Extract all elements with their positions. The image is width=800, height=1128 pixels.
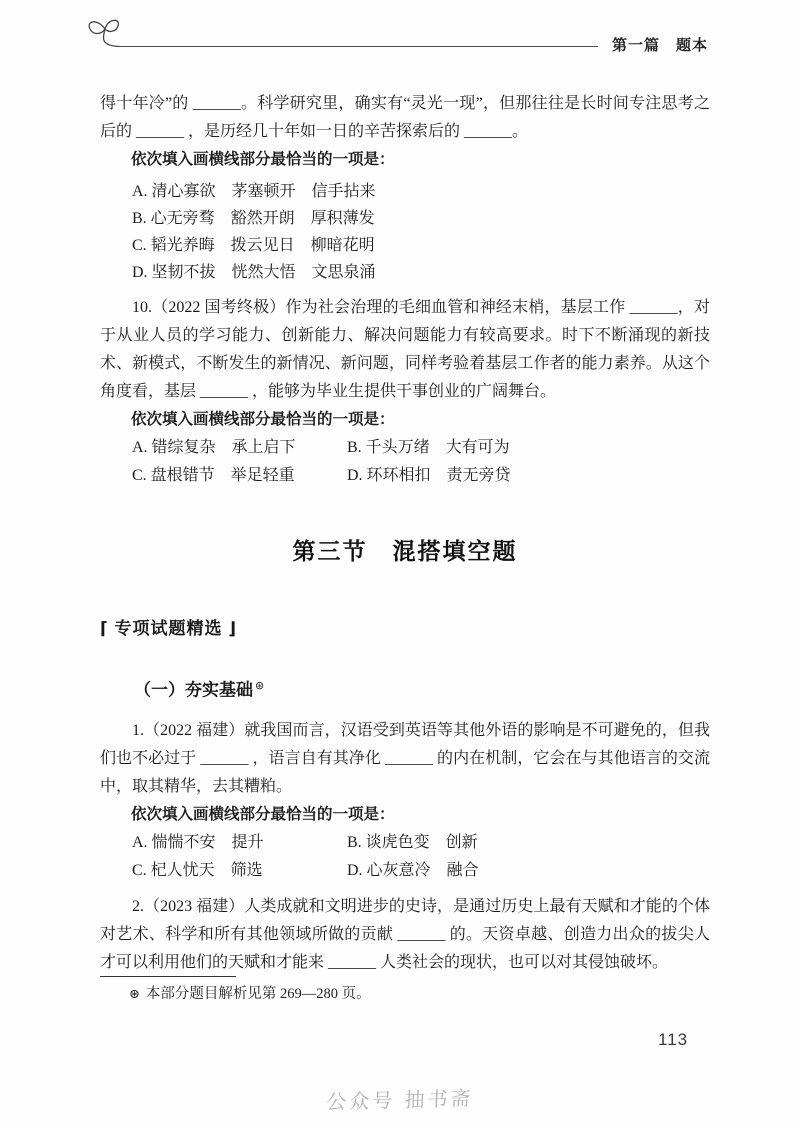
footnote-text bbox=[100, 983, 620, 1005]
question-10-option-d: D. 环环相扣 责无旁贷 bbox=[347, 467, 511, 484]
footnote bbox=[100, 976, 620, 1005]
header-breadcrumb: 第一篇 题本 bbox=[611, 37, 708, 54]
footnote-ref-icon: ⊛ bbox=[255, 680, 265, 692]
subsection-title bbox=[134, 674, 710, 703]
question-1-stem: 1.（2022 福建）就我国而言，汉语受到英语等其他外语的影响是不可避免的，但我们也不必过于 ______ ，语言自有其净化 ______ 的内在机制，它会在与其他语言的交流中，取其精华，去其糟粕。 bbox=[100, 721, 710, 795]
question-10-stem: 10.（2022 国考终极）作为社会治理的毛细血管和神经末梢，基层工作 ______，对于从业人员的学习能力、创新能力、解决问题能力有较高要求。时下不断涌现的新技术、新模式，不断发生的新情况、新问题，同样考验着基层工作者的能力素养。从这个角度看，基层 ______ ，能够为毕业生提供干事创业的广阔舞台。 bbox=[100, 299, 710, 400]
sprout-icon bbox=[85, 16, 119, 52]
question-10-options bbox=[132, 434, 710, 490]
question-9-option-a: A. 清心寡欲 茅塞顿开 信手拈来 bbox=[132, 183, 376, 200]
question-10-option-c: C. 盘根错节 举足轻重 bbox=[132, 467, 295, 484]
footnote-label: 本部分题目解析见第 269—280 页。 bbox=[145, 986, 371, 1002]
question-2-stem: 2.（2023 福建）人类成就和文明进步的史诗，是通过历史上最有天赋和才能的个体对艺术、科学和所有其他领域所做的贡献 ______ 的。天资卓越、创造力出众的拔尖人才可以利用他们的天赋和才能来 ______ 人类社会的现状，也可以对其侵蚀破坏。 bbox=[100, 897, 710, 971]
question-1-option-d: D. 心灰意冷 融合 bbox=[347, 861, 479, 879]
watermark: 公众号 抽书斋 bbox=[325, 1086, 475, 1114]
header-rule bbox=[119, 46, 598, 47]
question-9-option-c: C. 韬光养晦 拨云见日 柳暗花明 bbox=[132, 237, 375, 254]
question-1-option-a: A. 惴惴不安 提升 bbox=[132, 833, 264, 851]
question-1-option-c: C. 杞人忧天 筛选 bbox=[132, 861, 263, 879]
footnote-star-icon: ⊛ bbox=[129, 986, 140, 1001]
question-10-option-b: B. 千头万绪 大有可为 bbox=[347, 439, 510, 456]
page-number: 113 bbox=[658, 1030, 689, 1049]
selection-header: ⌈ 专项试题精选 ⌋ bbox=[100, 619, 237, 638]
question-9-prompt: 依次填入画横线部分最恰当的一项是： bbox=[131, 151, 395, 168]
question-1-option-b: B. 谈虎色变 创新 bbox=[347, 833, 478, 851]
question-9-options bbox=[100, 178, 710, 286]
question-10-prompt: 依次填入画横线部分最恰当的一项是： bbox=[131, 411, 395, 428]
question-10-option-a: A. 错综复杂 承上启下 bbox=[132, 439, 296, 456]
question-9-stem: 得十年冷”的 ______。科学研究里，确实有“灵光一现”，但那往往是长时间专注思考之后的 ______ ，是历经几十年如一日的辛苦探索后的 ______。 bbox=[100, 95, 710, 140]
question-1-options bbox=[132, 829, 710, 885]
question-1-prompt: 依次填入画横线部分最恰当的一项是： bbox=[131, 805, 395, 823]
question-9-option-d: D. 坚韧不拔 恍然大悟 文思泉涌 bbox=[132, 264, 376, 281]
question-9-option-b: B. 心无旁骛 豁然开朗 厚积薄发 bbox=[132, 210, 375, 227]
subsection-label: （一）夯实基础 bbox=[134, 680, 253, 700]
page-header bbox=[85, 16, 708, 52]
section-title: 第三节 混搭填空题 bbox=[292, 538, 518, 564]
footnote-rule bbox=[100, 976, 236, 977]
